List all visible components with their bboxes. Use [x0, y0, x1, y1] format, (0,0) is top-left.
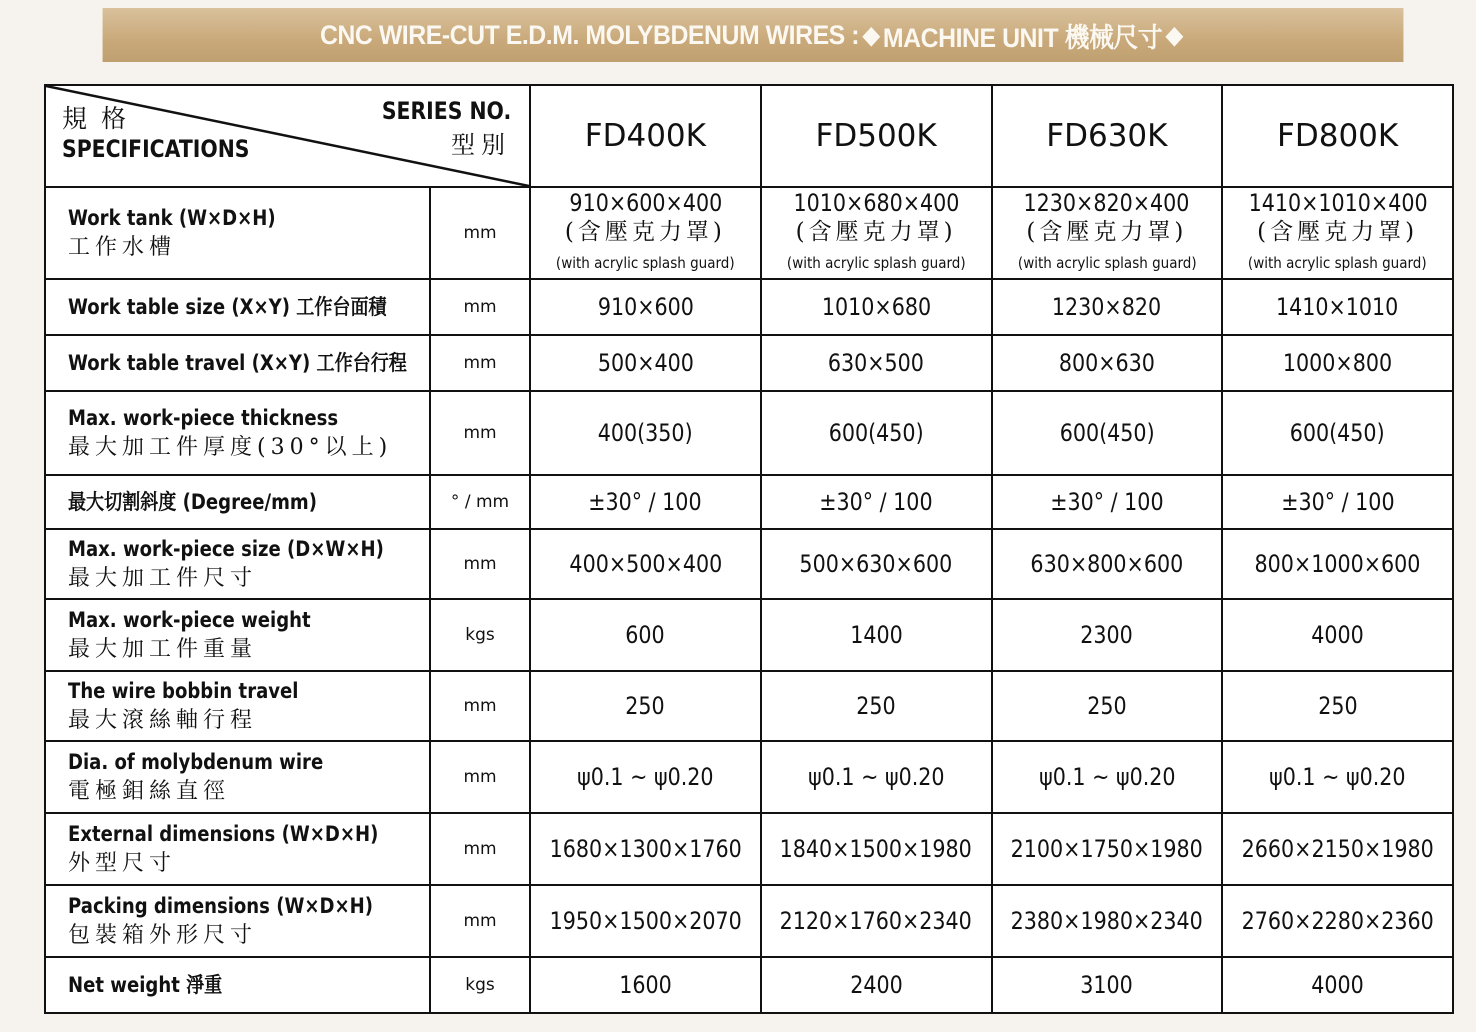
- value-text: 600(450): [828, 419, 924, 447]
- table-row: [45, 187, 1453, 279]
- value-cell: [761, 671, 992, 741]
- model-header-fd630k: FD630K: [992, 85, 1223, 187]
- value-cell: [530, 741, 761, 813]
- row-label: [45, 671, 430, 741]
- value-cell: [761, 529, 992, 599]
- row-label-en: The wire bobbin travel: [68, 679, 299, 703]
- value-cell: [1222, 187, 1453, 279]
- value-cell: [992, 885, 1223, 957]
- value-text: 1010×680×400: [793, 189, 960, 217]
- value-text: ψ0.1 ~ ψ0.20: [577, 763, 714, 791]
- value-text: 1680×1300×1760: [549, 835, 742, 863]
- value-cell: [761, 599, 992, 671]
- row-label-en: 最大切割斜度 (Degree/mm): [68, 489, 317, 514]
- row-label-zh: 工作水槽: [68, 235, 177, 260]
- value-text: ψ0.1 ~ ψ0.20: [1038, 763, 1176, 791]
- value-text: 500×630×600: [799, 550, 953, 578]
- model-header-fd800k: FD800K: [1222, 85, 1453, 187]
- value-text: 800×630: [1058, 349, 1155, 377]
- value-text: 1410×1010×400: [1248, 189, 1428, 217]
- value-text: ±30° / 100: [588, 488, 703, 516]
- row-unit: kgs: [430, 957, 530, 1013]
- row-label: [45, 741, 430, 813]
- value-cell: [530, 957, 761, 1013]
- value-text: 400×500×400: [568, 550, 722, 578]
- value-text: 250: [1087, 692, 1127, 720]
- value-text: 2380×1980×2340: [1010, 907, 1203, 935]
- table-row: [45, 529, 1453, 599]
- series-heading-zh: 型別: [451, 131, 511, 159]
- value-cell: [992, 475, 1223, 529]
- spec-heading-en: SPECIFICATIONS: [62, 135, 250, 163]
- value-text: 910×600: [597, 293, 694, 321]
- model-header-fd500k: FD500K: [761, 85, 992, 187]
- row-unit: mm: [430, 391, 530, 475]
- row-label: [45, 957, 430, 1013]
- table-row: [45, 885, 1453, 957]
- row-label-en: External dimensions (W×D×H): [68, 822, 379, 846]
- row-unit: mm: [430, 741, 530, 813]
- row-unit: kgs: [430, 599, 530, 671]
- row-label-en: Max. work-piece weight: [68, 608, 311, 632]
- spec-table: [44, 84, 1454, 1014]
- value-text: 1230×820×400: [1023, 189, 1190, 217]
- row-label-en: Dia. of molybdenum wire: [68, 750, 324, 774]
- value-cell: [992, 529, 1223, 599]
- series-heading-en: SERIES NO.: [381, 97, 511, 125]
- value-cell: [530, 279, 761, 335]
- row-label-zh: 最大加工件尺寸: [68, 566, 258, 591]
- value-note-zh: (含壓克力罩): [795, 219, 957, 245]
- value-text: 2100×1750×1980: [1010, 835, 1203, 863]
- banner-title: CNC WIRE-CUT E.D.M. MOLYBDENUM WIRES :: [319, 19, 860, 50]
- row-label-zh: 最大滾絲軸行程: [68, 708, 258, 733]
- value-cell: [1222, 741, 1453, 813]
- value-cell: [530, 599, 761, 671]
- value-cell: [992, 813, 1223, 885]
- value-text: 600: [625, 621, 666, 649]
- value-cell: [530, 391, 761, 475]
- header-row: [45, 85, 1453, 187]
- row-label-en: Packing dimensions (W×D×H): [68, 894, 374, 918]
- value-cell: [1222, 391, 1453, 475]
- table-row: [45, 391, 1453, 475]
- value-text: 1410×1010: [1276, 293, 1399, 321]
- value-text: ψ0.1 ~ ψ0.20: [1269, 763, 1406, 791]
- row-unit: mm: [430, 529, 530, 599]
- table-row: [45, 279, 1453, 335]
- row-unit: mm: [430, 671, 530, 741]
- table-row: [45, 335, 1453, 391]
- value-cell: [530, 187, 761, 279]
- value-text: 4000: [1311, 621, 1364, 649]
- value-cell: [992, 599, 1223, 671]
- row-unit: mm: [430, 335, 530, 391]
- row-label: [45, 335, 430, 391]
- value-text: ±30° / 100: [1050, 488, 1164, 516]
- table-row: [45, 671, 1453, 741]
- value-cell: [992, 671, 1223, 741]
- value-cell: [761, 741, 992, 813]
- value-text: 1000×800: [1283, 349, 1393, 377]
- value-text: 2300: [1080, 621, 1134, 649]
- value-text: 1230×820: [1052, 293, 1162, 321]
- table-row: [45, 599, 1453, 671]
- value-text: 3100: [1080, 971, 1134, 999]
- row-label: [45, 813, 430, 885]
- row-label-zh: 包裝箱外形尺寸: [68, 923, 258, 948]
- row-label: [45, 475, 430, 529]
- row-label-en: Work table size (X×Y) 工作台面積: [68, 294, 387, 319]
- row-unit: mm: [430, 885, 530, 957]
- row-unit: mm: [430, 187, 530, 279]
- row-label-en: Max. work-piece size (D×W×H): [68, 537, 384, 561]
- table-row: [45, 957, 1453, 1013]
- value-note-zh: (含壓克力罩): [1257, 219, 1419, 245]
- row-unit: ° / mm: [430, 475, 530, 529]
- value-cell: [1222, 475, 1453, 529]
- value-cell: [1222, 885, 1453, 957]
- value-text: 600(450): [1290, 419, 1386, 447]
- row-label-zh: 外型尺寸: [68, 851, 177, 876]
- row-label-en: Work tank (W×D×H): [68, 206, 276, 230]
- value-cell: [761, 279, 992, 335]
- diamond-icon: ◆: [1165, 21, 1183, 49]
- value-cell: [761, 187, 992, 279]
- spec-heading: [62, 104, 283, 164]
- value-text: 600(450): [1059, 419, 1155, 447]
- value-cell: [761, 335, 992, 391]
- row-label-zh: 最大加工件厚度(30°以上): [68, 435, 393, 460]
- diamond-icon: ◆: [862, 21, 880, 49]
- value-note-en: (with acrylic splash guard): [1017, 254, 1197, 272]
- value-cell: [530, 335, 761, 391]
- row-label: [45, 885, 430, 957]
- table-row: [45, 813, 1453, 885]
- value-cell: [1222, 279, 1453, 335]
- row-label-en: Work table travel (X×Y) 工作台行程: [68, 350, 407, 375]
- row-label: [45, 279, 430, 335]
- value-text: 1010×680: [821, 293, 931, 321]
- value-text: 2120×1760×2340: [780, 907, 973, 935]
- value-cell: [761, 813, 992, 885]
- value-cell: [530, 529, 761, 599]
- value-text: 910×600×400: [568, 189, 722, 217]
- page-banner: [103, 8, 1404, 62]
- value-cell: [530, 885, 761, 957]
- value-cell: [992, 391, 1223, 475]
- value-note-zh: (含壓克力罩): [564, 219, 726, 245]
- value-cell: [761, 475, 992, 529]
- value-text: 2660×2150×1980: [1241, 835, 1434, 863]
- row-label: [45, 529, 430, 599]
- value-text: 400(350): [597, 419, 693, 447]
- value-cell: [992, 957, 1223, 1013]
- row-label: [45, 599, 430, 671]
- table-row: [45, 475, 1453, 529]
- spec-heading-zh: 規格: [62, 104, 141, 133]
- value-text: ψ0.1 ~ ψ0.20: [807, 763, 945, 791]
- row-unit: mm: [430, 279, 530, 335]
- value-cell: [1222, 957, 1453, 1013]
- value-text: 2760×2280×2360: [1241, 907, 1434, 935]
- table-row: [45, 741, 1453, 813]
- banner-subtitle: MACHINE UNIT 機械尺寸: [882, 22, 1163, 53]
- value-cell: [992, 335, 1223, 391]
- row-label: [45, 391, 430, 475]
- header-corner-cell: [45, 85, 530, 187]
- model-header-fd400k: FD400K: [530, 85, 761, 187]
- value-text: 1950×1500×2070: [549, 907, 742, 935]
- value-text: 1600: [619, 971, 672, 999]
- value-text: 250: [1317, 692, 1358, 720]
- value-text: 1400: [849, 621, 903, 649]
- value-cell: [992, 187, 1223, 279]
- row-unit: mm: [430, 813, 530, 885]
- value-cell: [992, 279, 1223, 335]
- row-label-en: Net weight 淨重: [68, 972, 223, 997]
- value-text: 4000: [1311, 971, 1364, 999]
- value-text: 250: [625, 692, 666, 720]
- value-cell: [761, 391, 992, 475]
- value-text: 1840×1500×1980: [780, 835, 973, 863]
- value-text: 630×500: [828, 349, 925, 377]
- value-cell: [1222, 599, 1453, 671]
- value-text: 250: [856, 692, 896, 720]
- value-cell: [1222, 335, 1453, 391]
- value-text: 630×800×600: [1030, 550, 1184, 578]
- value-cell: [761, 885, 992, 957]
- row-label: [45, 187, 430, 279]
- value-note-en: (with acrylic splash guard): [786, 254, 966, 272]
- value-text: 800×1000×600: [1254, 550, 1421, 578]
- value-note-zh: (含壓克力罩): [1026, 219, 1188, 245]
- value-note-en: (with acrylic splash guard): [556, 254, 735, 272]
- value-text: ±30° / 100: [819, 488, 933, 516]
- value-cell: [530, 475, 761, 529]
- value-cell: [992, 741, 1223, 813]
- value-text: ±30° / 100: [1280, 488, 1395, 516]
- value-text: 2400: [849, 971, 903, 999]
- row-label-zh: 電極鉬絲直徑: [68, 779, 231, 804]
- value-note-en: (with acrylic splash guard): [1248, 254, 1427, 272]
- value-text: 500×400: [597, 349, 694, 377]
- value-cell: [530, 813, 761, 885]
- value-cell: [761, 957, 992, 1013]
- value-cell: [530, 671, 761, 741]
- row-label-zh: 最大加工件重量: [68, 637, 258, 662]
- value-cell: [1222, 813, 1453, 885]
- series-heading: [359, 94, 511, 162]
- value-cell: [1222, 529, 1453, 599]
- value-cell: [1222, 671, 1453, 741]
- row-label-en: Max. work-piece thickness: [68, 406, 339, 430]
